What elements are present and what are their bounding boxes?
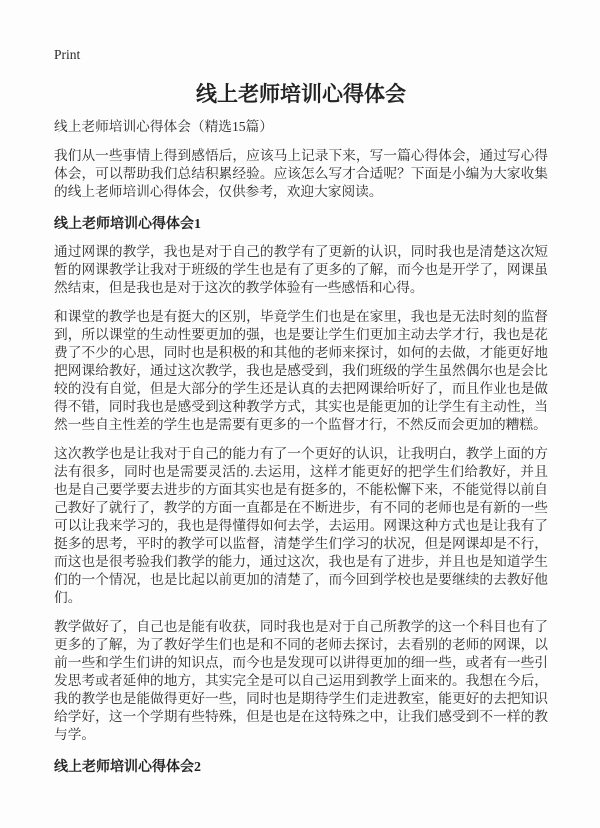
section-heading-1: 线上老师培训心得体会1	[54, 217, 201, 232]
section-1-paragraph-2: 和课堂的教学也是有挺大的区别，毕竟学生们也是在家里，我也是无法时刻的监督到，所以课堂的生动性要更加的强，也是要让学生们更加主动去学才行，我也是花费了不少的心思，同时也是积极的和其他的老师来探讨，如何的去做，才能更好地把网课给教好，通过这次教学，我也是感受到，我们班级的学生虽然偶尔也是会比较的没有自觉，但是大部分的学生还是认真的去把网课给听好了，而且作业也是做得不错，同时我也是感受到这种教学方式，其实也是能更加的让学生有主动性，当然一些自主性差的学生也是需要有更多的一个监督才行，不然反而会更加的糟糕。	[54, 309, 548, 432]
section-heading-2: 线上老师培训心得体会2	[54, 760, 201, 775]
section-1-paragraph-3: 这次教学也是让我对于自己的能力有了一个更好的认识，让我明白，教学上面的方法有很多，同时也是需要灵活的.去运用，这样才能更好的把学生们给教好，并且也是自己要学要去进步的方面其实也是有挺多的，不能松懈下来，不能觉得以前自己教好了就行了，教学的方面一直都是在不断进步，有不同的老师也是有新的一些可以让我来学习的，我也是得懂得如何去学，去运用。网课这种方式也是让我有了挺多的思考，平时的教学可以监督，清楚学生们学习的状况，但是网课却是不行，而这也是很考验我们教学的能力，通过这次，我也是有了进步，并且也是知道学生们的一个情况，也是比起以前更加的清楚了，而今回到学校也是要继续的去教好他们。	[54, 446, 548, 605]
section-1-paragraph-1: 通过网课的教学，我也是对于自己的教学有了更新的认识，同时我也是清楚这次短暂的网课教学让我对于班级的学生也是有了更多的了解，而今也是开学了，网课虽然结束，但是我也是对于这次的教学体验有一些感悟和心得。	[54, 244, 548, 295]
print-button[interactable]: Print	[54, 47, 81, 62]
section-1-paragraph-4: 教学做好了，自己也是能有收获，同时我也是对于自己所教学的这一个科目也有了更多的了解，为了教好学生们也是和不同的老师去探讨，去看别的老师的网课，以前一些和学生们讲的知识点，而今也是发现可以讲得更加的细一些，或者有一些引发思考或者延伸的地方，其实完全是可以自己运用到教学上面来的。我想在今后，我的教学也是能做得更好一些，同时也是期待学生们走进教室，能更好的去把知识给学好，这一个学期有些特殊，但是也是在这特殊之中，让我们感受到不一样的教与学。	[54, 619, 548, 742]
intro-paragraph: 我们从一些事情上得到感悟后，应该马上记录下来，写一篇心得体会，通过写心得体会，可以帮助我们总结积累经验。应该怎么写才合适呢？下面是小编为大家收集的线上老师培训心得体会，仅供参考，欢迎大家阅读。	[54, 148, 548, 199]
page-title: 线上老师培训心得体会	[196, 82, 406, 106]
document-subtitle: 线上老师培训心得体会（精选15篇）	[54, 119, 274, 134]
